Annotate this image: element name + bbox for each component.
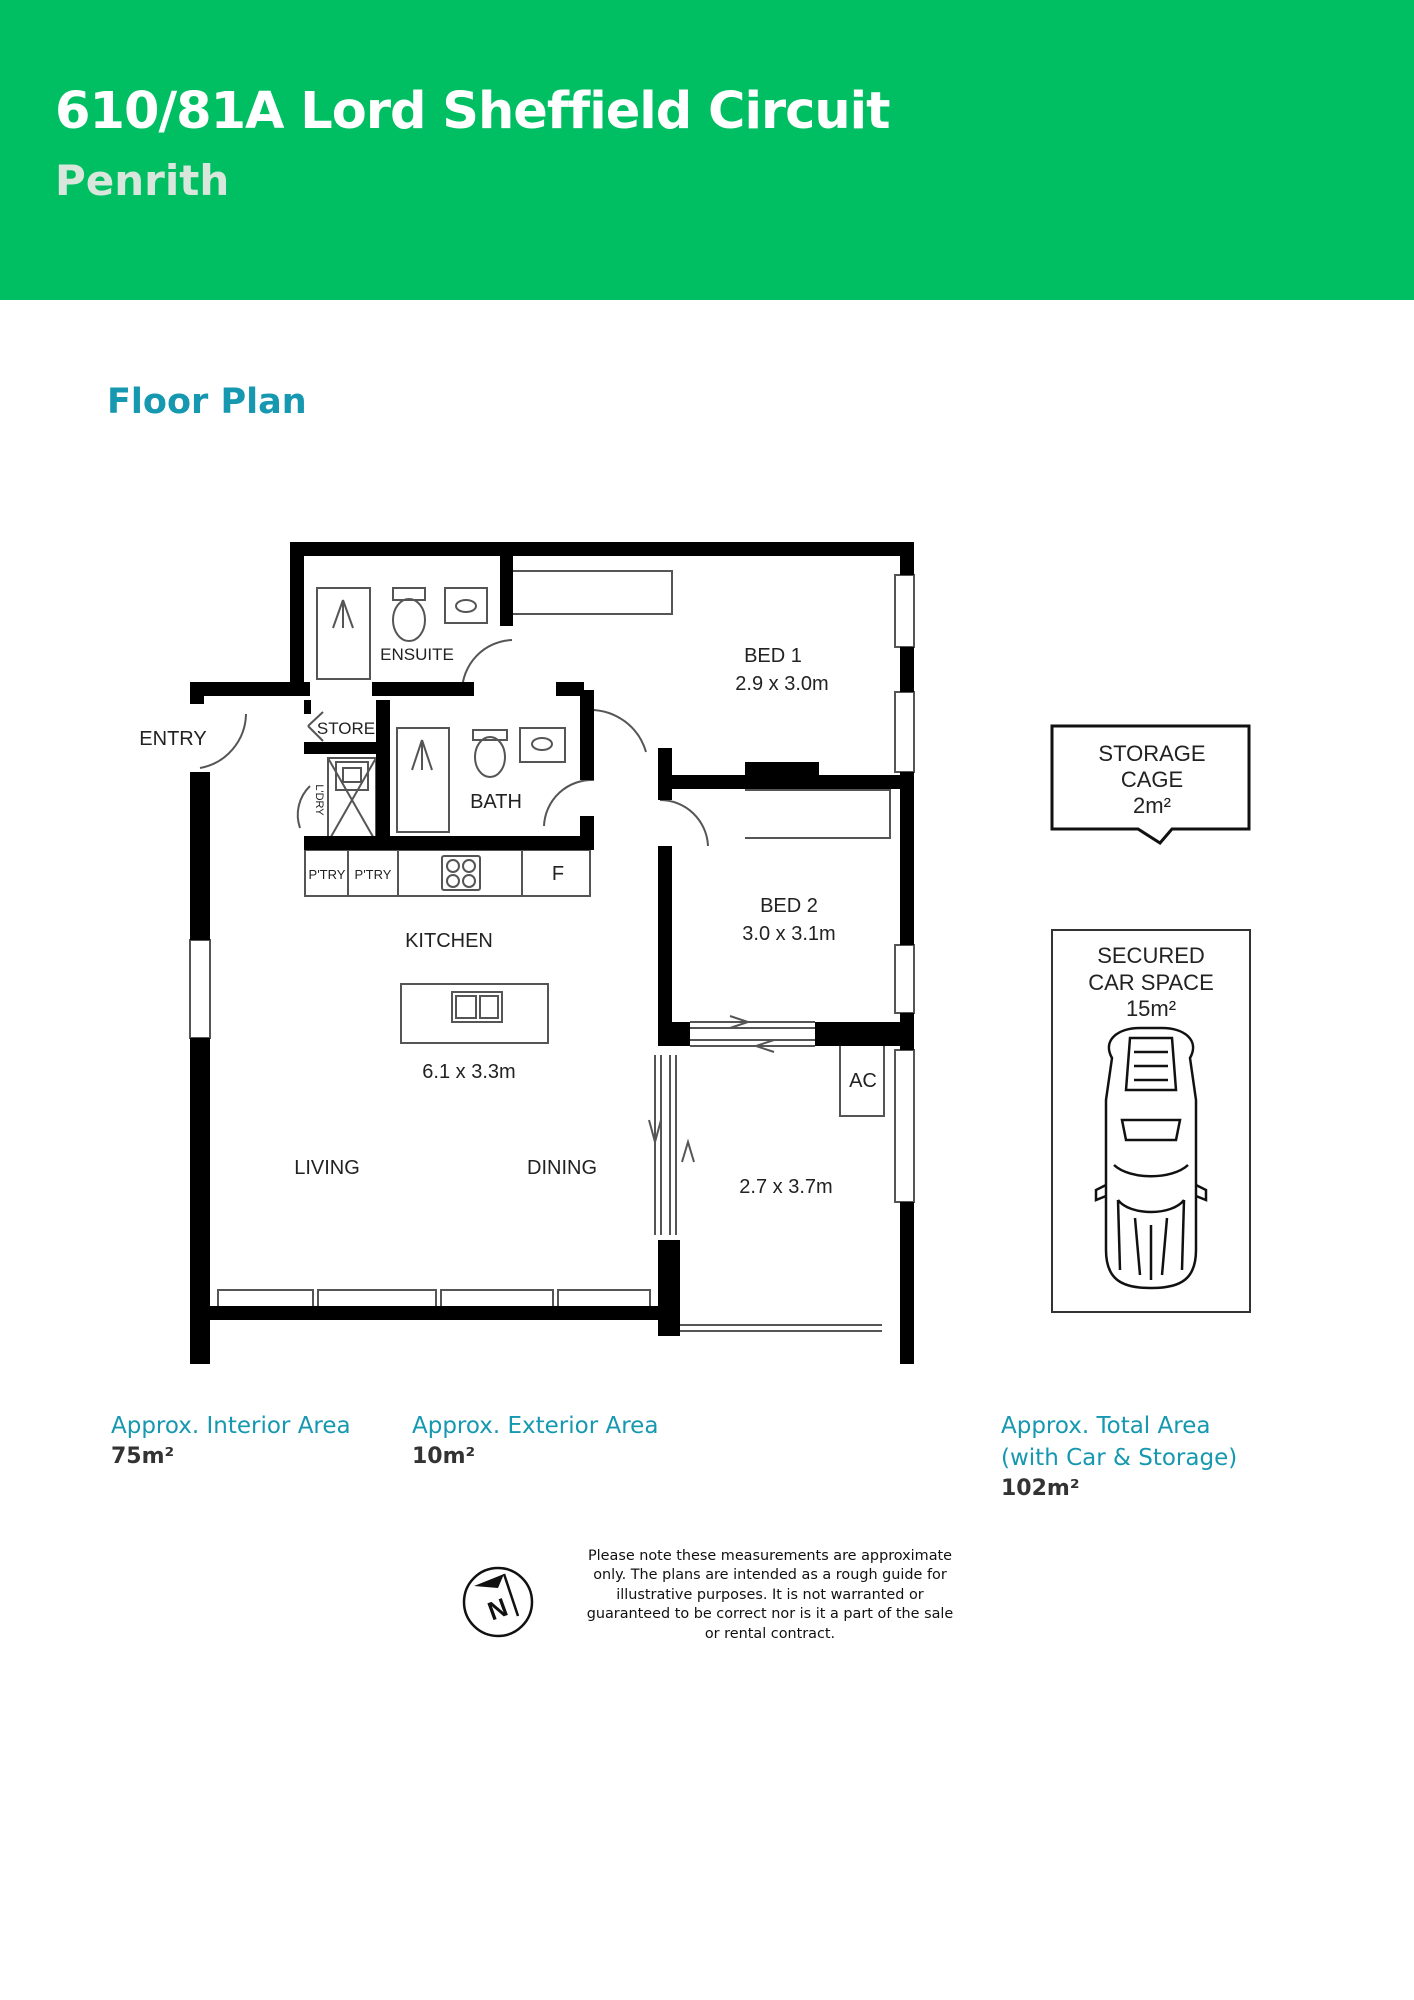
balcony-dimensions: 2.7 x 3.7m [739,1176,833,1198]
total-area-label: Approx. Total Area [1001,1413,1211,1439]
bed1-dimensions: 2.9 x 3.0m [735,673,829,695]
car-space-size: 15m² [1125,996,1177,1021]
bath-label: BATH [470,791,522,813]
storage-cage-line2: CAGE [1120,767,1184,792]
bed2-dimensions: 3.0 x 3.1m [742,923,836,945]
disclaimer-text: Please note these measurements are approximate only. The plans are intended as a rough guide for illustrative purposes. It is not warranted or guaranteed to be correct nor is it a part of the sale or rental contract. [586,1548,954,1642]
total-area-value: 102m² [1001,1476,1080,1501]
ensuite-label: ENSUITE [380,645,454,664]
exterior-area-value: 10m² [412,1444,476,1469]
car-space-line2: CAR SPACE [1088,970,1214,995]
compass-letter: N [483,1591,512,1627]
living-label: LIVING [294,1157,360,1179]
property-address: 610/81A Lord Sheffield Circuit [55,82,890,141]
floor-plan-heading: Floor Plan [107,382,307,422]
bed2-label: BED 2 [760,895,818,917]
store-label: STORE [316,719,376,738]
north-arrow-icon [460,1564,536,1640]
ac-label: AC [849,1070,877,1092]
total-area-sublabel: (with Car & Storage) [1001,1445,1238,1471]
car-space-line1: SECURED [1097,943,1205,968]
fridge-label: F [551,863,565,885]
bed1-label: BED 1 [744,645,802,667]
storage-cage [1052,726,1249,843]
property-suburb: Penrith [55,156,230,205]
storage-cage-line1: STORAGE [1098,741,1206,766]
dining-label: DINING [527,1157,597,1179]
kitchen-label: KITCHEN [405,930,493,952]
living-dining-dimensions: 6.1 x 3.3m [422,1061,516,1083]
interior-area-value: 75m² [111,1444,175,1469]
walls [190,542,914,1364]
pantry-label-1: P'TRY [308,867,346,882]
entry-label: ENTRY [139,728,207,750]
exterior-area-label: Approx. Exterior Area [412,1413,659,1439]
interior-area-label: Approx. Interior Area [111,1413,351,1439]
pantry-label-2: P'TRY [354,867,392,882]
laundry-label: L'DRY [313,784,325,816]
storage-cage-size: 2m² [1133,793,1171,818]
car-space [1052,930,1250,1312]
